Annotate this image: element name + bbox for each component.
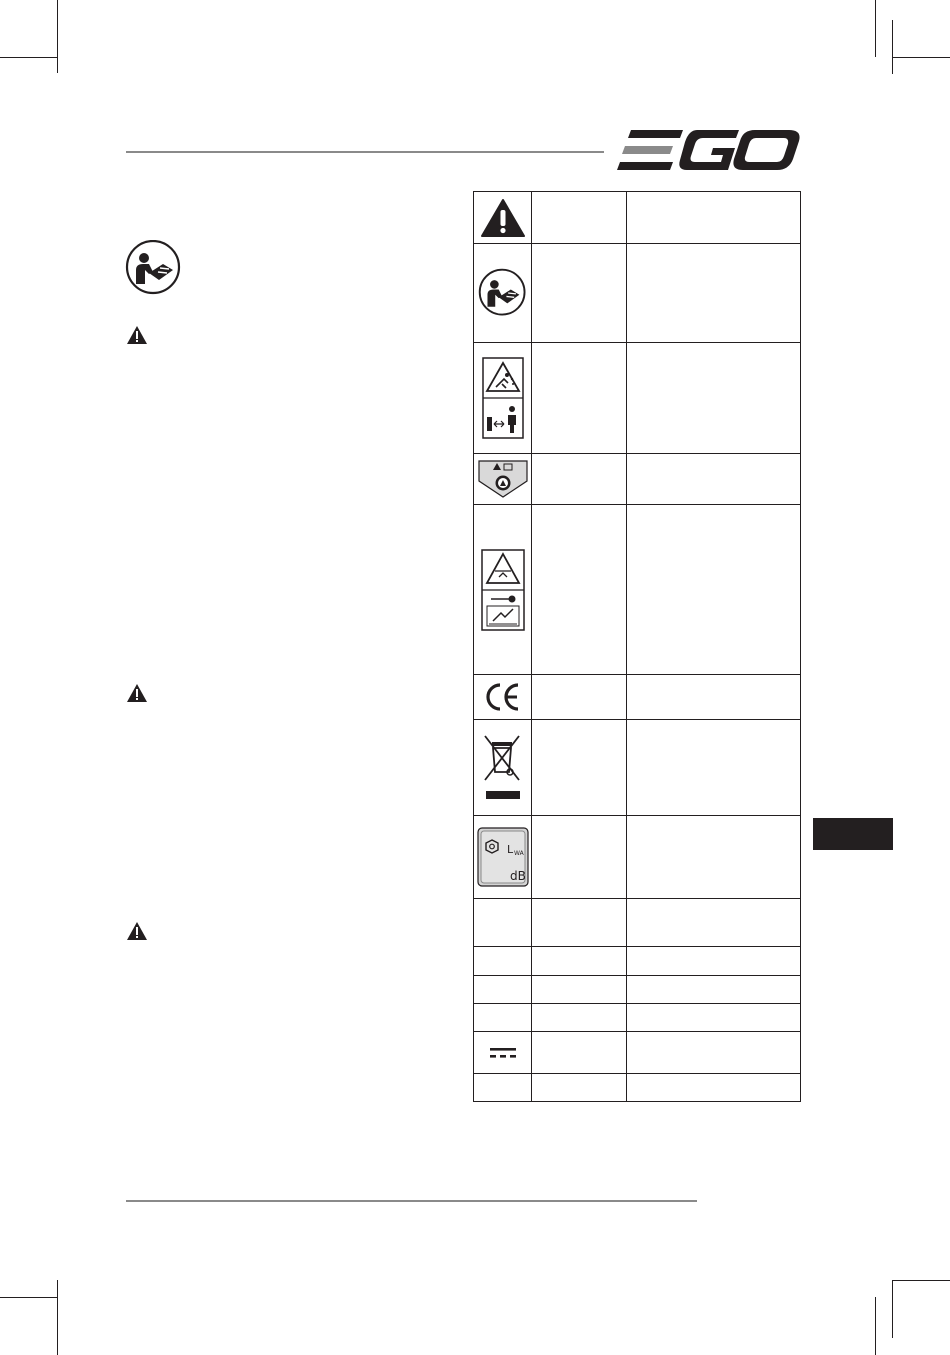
table-row [474, 720, 801, 816]
name-cell [532, 947, 627, 976]
symbol-cell [474, 343, 532, 454]
crop-mark [0, 1297, 57, 1298]
decibel-glyph: dB [509, 869, 526, 883]
symbol-cell [474, 947, 532, 976]
footer-rule [126, 1200, 697, 1202]
meaning-cell [627, 505, 801, 675]
symbol-cell [474, 192, 532, 244]
direct-current-icon [489, 1046, 517, 1060]
meaning-cell [627, 899, 801, 947]
symbol-cell [474, 244, 532, 343]
symbol-cell [474, 976, 532, 1004]
symbol-cell [474, 720, 532, 816]
meaning-cell [627, 1074, 801, 1102]
table-row [474, 343, 801, 454]
symbol-cell [474, 899, 532, 947]
symbol-cell [474, 1004, 532, 1032]
table-row [474, 192, 801, 244]
sound-power-level-icon [477, 827, 529, 887]
name-cell [532, 1004, 627, 1032]
crop-mark [892, 57, 950, 58]
crop-mark [892, 20, 893, 74]
name-cell [532, 244, 627, 343]
crop-mark [57, 0, 58, 73]
meaning-cell [627, 192, 801, 244]
table-row [474, 899, 801, 947]
table-row [474, 1004, 801, 1032]
name-cell [532, 192, 627, 244]
warning-triangle-icon [480, 198, 526, 238]
table-row [474, 976, 801, 1004]
name-cell [532, 1032, 627, 1074]
name-cell [532, 505, 627, 675]
meaning-cell [627, 816, 801, 899]
symbol-cell [474, 1032, 532, 1074]
name-cell [532, 720, 627, 816]
sound-level-subscript: WA [513, 850, 524, 857]
meaning-cell [627, 1004, 801, 1032]
crop-mark [875, 1297, 876, 1355]
thrown-objects-bystanders-icon [482, 357, 524, 439]
symbol-cell [474, 454, 532, 505]
header-rule [126, 151, 604, 153]
read-manual-icon [125, 240, 183, 296]
meaning-cell [627, 720, 801, 816]
table-row [474, 244, 801, 343]
symbol-cell [474, 1074, 532, 1102]
symbols-table [473, 191, 801, 1102]
table-row [474, 1032, 801, 1074]
name-cell [532, 816, 627, 899]
table-row [474, 1074, 801, 1102]
name-cell [532, 976, 627, 1004]
table-row [474, 505, 801, 675]
crop-mark [57, 1280, 58, 1355]
sound-level-glyph: L [506, 843, 513, 856]
name-cell [532, 1074, 627, 1102]
ego-logo [617, 127, 802, 173]
name-cell [532, 675, 627, 720]
name-cell [532, 343, 627, 454]
meaning-cell [627, 1032, 801, 1074]
table-row [474, 816, 801, 899]
symbol-cell [474, 505, 532, 675]
meaning-cell [627, 976, 801, 1004]
symbol-cell [474, 675, 532, 720]
table-row [474, 947, 801, 976]
name-cell [532, 454, 627, 505]
crop-mark [875, 0, 876, 57]
warning-icon [126, 683, 148, 703]
meaning-cell [627, 947, 801, 976]
table-row [474, 454, 801, 505]
meaning-cell [627, 244, 801, 343]
meaning-cell [627, 454, 801, 505]
remove-battery-label-icon [477, 459, 529, 499]
read-manual-icon [478, 268, 528, 318]
language-tab [813, 818, 893, 850]
meaning-cell [627, 343, 801, 454]
meaning-cell [627, 675, 801, 720]
weee-crossed-bin-icon [481, 728, 525, 808]
crop-mark [0, 57, 57, 58]
symbol-cell [474, 816, 532, 899]
warning-icon [126, 921, 148, 941]
ce-mark-icon [484, 682, 522, 712]
crop-mark [892, 1280, 893, 1338]
table-row [474, 675, 801, 720]
blade-hazard-remove-key-icon [481, 549, 525, 631]
crop-mark [892, 1280, 950, 1281]
warning-icon [126, 325, 148, 345]
name-cell [532, 899, 627, 947]
